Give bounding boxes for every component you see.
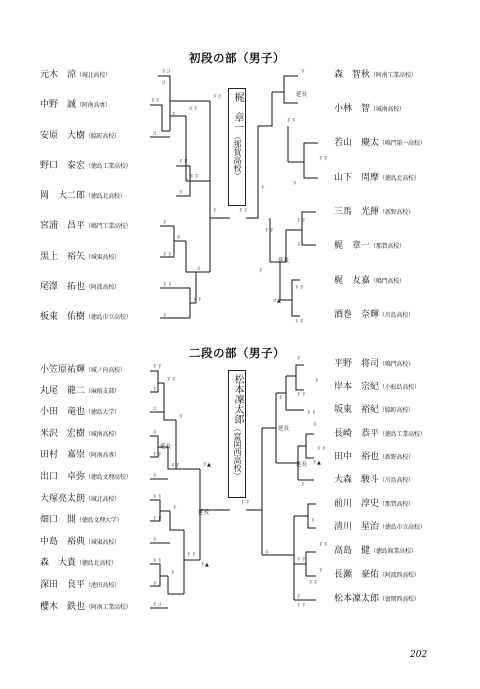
list-item	[334, 382, 420, 393]
list-item	[40, 450, 120, 461]
player-affiliation: （新野高校）	[379, 209, 414, 216]
player-name: 小田 竜也	[40, 407, 86, 417]
extension-label: 延長	[296, 92, 308, 98]
list-item	[40, 429, 120, 440]
player-name: 深田 良平	[40, 580, 86, 590]
list-item	[334, 452, 414, 463]
extension-label: 延長	[278, 258, 290, 264]
list-item	[40, 494, 120, 505]
player-name: 三馬 光揮	[334, 207, 380, 217]
score-mark: ドコ	[161, 69, 171, 75]
player-affiliation: （阿波高校）	[85, 284, 120, 291]
player-name: 岸本 宗紀	[334, 382, 380, 392]
player-affiliation: （鳴門第一高校）	[379, 140, 426, 147]
list-item	[40, 602, 131, 613]
score-mark: ドコ	[212, 94, 222, 100]
list-item	[40, 131, 120, 142]
score-mark: ドド	[186, 552, 197, 558]
score-mark: ド	[170, 570, 176, 576]
list-item	[40, 161, 131, 172]
player-name: 梶 友嘉	[334, 276, 371, 286]
player-name: 田村 嘉崇	[40, 450, 86, 460]
score-mark: ド▲	[202, 462, 211, 468]
score-mark: ド	[172, 505, 178, 511]
score-mark: ド	[152, 581, 158, 587]
score-mark: コ	[161, 80, 167, 86]
list-item	[334, 429, 425, 440]
player-name: 岡 大二郎	[40, 191, 86, 201]
player-affiliation: （城北高校）	[85, 496, 120, 503]
score-mark: ド	[300, 482, 306, 488]
player-affiliation: （城北高校）	[76, 72, 111, 79]
score-mark: ド	[152, 473, 158, 479]
list-item	[40, 221, 131, 232]
player-name: 坂東 裕紀	[334, 405, 380, 415]
player-affiliation: （富岡西高校）	[379, 596, 420, 603]
player-affiliation: （徳島市立高校）	[379, 524, 426, 531]
list-item	[40, 312, 131, 323]
list-item	[334, 522, 425, 533]
list-item	[40, 472, 131, 483]
score-mark: コ▲	[272, 298, 281, 304]
score-mark: ド	[171, 112, 177, 118]
score-mark: ドド	[294, 285, 305, 291]
player-name: 田中 裕也	[334, 452, 380, 462]
list-item	[40, 580, 120, 591]
player-name: 平野 将司	[334, 359, 380, 369]
player-affiliation: （川島高校）	[379, 312, 414, 319]
player-name: 小林 智	[334, 104, 371, 114]
player-name: 大塚亮太朗	[40, 494, 86, 504]
player-affiliation: （脇町高校）	[379, 407, 414, 414]
score-mark: ドド	[316, 446, 327, 452]
section2-title: 二段の部（男子）	[189, 346, 285, 360]
player-name: 若山 慶太	[334, 138, 380, 148]
list-item	[334, 359, 414, 370]
player-affiliation: （阿南高専）	[85, 452, 120, 459]
player-affiliation: （川島高校）	[379, 477, 414, 484]
extension-label: 延長	[198, 510, 210, 516]
list-item	[334, 405, 414, 416]
list-item	[334, 570, 420, 581]
section2-champion-box	[228, 370, 246, 498]
score-mark: ドド	[150, 98, 161, 104]
player-name: 丸尾 龍二	[40, 386, 86, 396]
player-affiliation: （城東高校）	[85, 539, 120, 546]
score-mark: ドド	[306, 410, 317, 416]
score-mark: ド	[258, 268, 264, 274]
score-mark: ド	[264, 550, 270, 556]
score-mark: ド	[318, 568, 324, 574]
player-name: 森 大貴	[40, 558, 77, 568]
score-mark: ドド	[152, 494, 163, 500]
player-affiliation: （麻植支部）	[85, 388, 120, 395]
score-mark: ド	[162, 220, 168, 226]
player-affiliation: （鳴門工業高校）	[85, 223, 132, 230]
score-mark: ド	[296, 356, 302, 362]
player-affiliation: （阿南工業高校）	[370, 72, 417, 79]
player-name: 前川 淳史	[334, 499, 380, 509]
player-affiliation: （徳島北高校）	[85, 193, 126, 200]
player-affiliation: （阿南工業高校）	[85, 604, 132, 611]
player-affiliation: （鳴門高校）	[379, 361, 414, 368]
player-affiliation: （徳島大学）	[85, 409, 120, 416]
list-item	[334, 546, 416, 557]
score-mark: ド	[178, 414, 184, 420]
score-mark: コ	[196, 266, 202, 272]
score-mark: ド	[292, 181, 298, 187]
player-name: 高島 健	[334, 546, 371, 556]
score-mark: ドド	[296, 218, 307, 224]
player-affiliation: （池田高校）	[85, 582, 120, 589]
section1-champion-box	[228, 88, 246, 206]
list-item	[40, 537, 120, 548]
section1-title: 初段の部（男子）	[189, 51, 285, 65]
score-mark: ドド	[318, 542, 329, 548]
list-item	[334, 475, 414, 486]
list-item	[40, 191, 126, 202]
score-mark: コ	[152, 131, 158, 137]
extension-label: 延長	[278, 426, 290, 432]
player-affiliation: （徳島北高校）	[76, 560, 117, 567]
score-mark: ドド	[318, 156, 329, 162]
score-mark: ド	[152, 430, 158, 436]
player-affiliation: （徳島北高校）	[379, 175, 420, 182]
list-item	[334, 207, 414, 218]
score-mark: ド▲	[200, 562, 209, 568]
list-item	[40, 558, 117, 569]
player-name: 長瀬 豪佑	[334, 570, 380, 580]
section2-champion-aff: （富岡西高校）	[233, 424, 242, 480]
score-mark: ド	[152, 537, 158, 543]
score-mark: ド▲	[312, 460, 321, 466]
player-name: 酒巻 奈輝	[334, 310, 380, 320]
player-name: 長崎 恭平	[334, 429, 380, 439]
score-mark: ドド	[240, 500, 251, 506]
player-name: 中島 裕典	[40, 537, 86, 547]
list-item	[334, 499, 414, 510]
score-mark: ドド	[162, 252, 173, 258]
list-item	[40, 365, 126, 376]
score-mark: ドド	[152, 558, 163, 564]
player-name: 安原 大樹	[40, 131, 86, 141]
player-affiliation: （徳島工業高校）	[85, 163, 132, 170]
score-mark: ドド	[296, 392, 307, 398]
player-affiliation: （徳島工業高校）	[379, 431, 426, 438]
player-name: 元木 涼	[40, 70, 77, 80]
player-affiliation: （徳島文理大学）	[76, 517, 123, 524]
list-item	[40, 282, 120, 293]
score-mark: ド	[260, 185, 266, 191]
player-affiliation: （那賀高校）	[370, 243, 405, 250]
player-name: 板東 佑樹	[40, 312, 86, 322]
list-item	[334, 70, 416, 81]
player-affiliation: （鳴門高校）	[370, 278, 405, 285]
list-item	[334, 104, 405, 115]
player-affiliation: （徳島商業高校）	[370, 548, 417, 555]
player-affiliation: （那賀高校）	[379, 501, 414, 508]
score-mark: ドド	[296, 603, 307, 609]
player-name: 黒上 裕矢	[40, 252, 86, 262]
player-affiliation: （阿波西高校）	[379, 572, 420, 579]
list-item	[334, 276, 405, 287]
player-affiliation: （新野高校）	[379, 454, 414, 461]
player-name: 尾澤 拓也	[40, 282, 86, 292]
score-mark: ド	[162, 313, 168, 319]
player-name: 清川 星治	[334, 522, 380, 532]
score-mark: ド	[176, 235, 182, 241]
list-item	[40, 407, 120, 418]
player-name: 中野 誠	[40, 100, 77, 110]
score-mark: ドド	[170, 463, 181, 469]
player-name: 小笠原祐輝	[40, 365, 86, 375]
section2-champion-name: 松本凜太郎	[232, 374, 243, 424]
player-name: 出口 卓弥	[40, 472, 86, 482]
player-name: 山下 周摩	[334, 173, 380, 183]
list-item	[334, 138, 425, 149]
player-name: 森 智秋	[334, 70, 371, 80]
score-mark: ドド	[192, 297, 203, 303]
page-number: 202	[410, 650, 428, 660]
section1-champion-name: 梶 章一	[232, 92, 243, 132]
score-mark: ドド	[152, 516, 163, 522]
score-mark: ドド	[152, 364, 163, 370]
list-item	[40, 70, 111, 81]
list-item	[40, 386, 120, 397]
score-mark: ドド	[152, 452, 163, 458]
score-mark: ドド	[178, 159, 189, 165]
list-item	[334, 241, 405, 252]
score-mark: ドド	[264, 228, 275, 234]
score-mark: ド	[152, 387, 158, 393]
player-affiliation: （徳島文理高校）	[85, 474, 132, 481]
score-mark: ド	[300, 69, 306, 75]
list-item	[334, 310, 414, 321]
score-mark: ドド	[166, 377, 177, 383]
score-mark: ド	[310, 518, 316, 524]
player-affiliation: （小松島高校）	[379, 384, 420, 391]
score-mark: ドド	[294, 319, 305, 325]
list-item	[40, 515, 122, 526]
list-item	[334, 594, 420, 605]
score-mark: ドド	[162, 282, 173, 288]
player-affiliation: （脇町高校）	[85, 133, 120, 140]
list-item	[334, 173, 420, 184]
score-mark: ドド	[308, 580, 319, 586]
score-mark: ド	[296, 594, 302, 600]
player-affiliation: （阿南高専）	[76, 102, 111, 109]
score-mark: ド	[312, 422, 318, 428]
player-affiliation: （徳島市立高校）	[85, 314, 132, 321]
score-mark: ド	[212, 208, 218, 214]
player-affiliation: （城東高校）	[85, 254, 120, 261]
player-affiliation: （城ノ内高校）	[85, 367, 126, 374]
player-name: 大森 駿斗	[334, 475, 380, 485]
score-mark: コ	[186, 178, 192, 184]
score-mark: ド	[178, 190, 184, 196]
player-name: 米沢 宏樹	[40, 429, 86, 439]
score-mark: ド	[314, 378, 320, 384]
score-mark: ドド	[296, 557, 307, 563]
extension-label: 延長	[160, 444, 172, 450]
score-mark: コド	[188, 106, 199, 112]
player-name: 梶 章一	[334, 241, 371, 251]
player-name: 畑口 開	[40, 515, 77, 525]
section1-champion-aff: （那賀高校）	[233, 132, 242, 180]
player-name: 宮浦 昌平	[40, 221, 86, 231]
score-mark: ド	[278, 395, 284, 401]
score-mark: コ	[152, 406, 158, 412]
list-item	[40, 100, 111, 111]
score-mark: ドド	[238, 208, 249, 214]
player-name: 松本凜太郎	[334, 594, 380, 604]
player-name: 野口 泰宏	[40, 161, 86, 171]
player-affiliation: （城南高校）	[370, 106, 405, 113]
player-affiliation: （城南高校）	[85, 431, 120, 438]
list-item	[40, 252, 120, 263]
score-mark: ドド	[189, 174, 200, 180]
score-mark: ド	[296, 242, 302, 248]
extension-label: 延長	[296, 462, 308, 468]
score-mark: ドコ	[152, 602, 162, 608]
score-mark: ドド	[286, 118, 297, 124]
player-name: 櫻木 鉄也	[40, 602, 86, 612]
